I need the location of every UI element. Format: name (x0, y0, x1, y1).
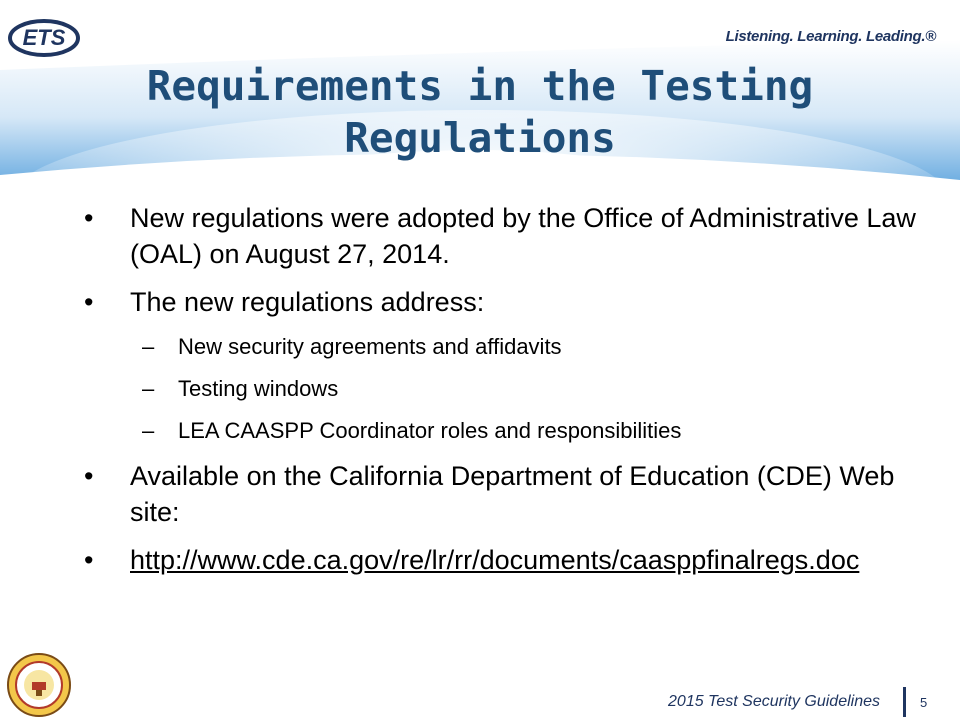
bullet-mark: • (84, 287, 94, 317)
tagline: Listening. Learning. Leading.® (725, 28, 936, 45)
footer-guidelines: 2015 Test Security Guidelines (668, 693, 880, 710)
cde-regulations-link[interactable]: http://www.cde.ca.gov/re/lr/rr/documents/caasppfinalregs.doc (130, 545, 860, 575)
slide-content (76, 200, 916, 590)
ets-logo-text: ETS (22, 25, 66, 50)
page-number: 5 (920, 695, 928, 710)
slide-title: Requirements in the Testing Regulations (146, 62, 814, 162)
bullet-text: Available on the California Department of Education (CDE) Web site: (130, 461, 895, 527)
bullet-item (76, 542, 916, 578)
bullet-mark: • (84, 545, 94, 575)
sub-bullet-item (142, 332, 916, 362)
footer-divider (903, 687, 906, 717)
sub-bullet-mark: – (142, 376, 155, 401)
ets-logo (6, 14, 86, 60)
bullet-item (76, 200, 916, 272)
sub-bullet-mark: – (142, 334, 155, 359)
bullet-mark: • (84, 203, 94, 233)
sub-bullet-item (142, 416, 916, 446)
bullet-mark: • (84, 461, 94, 491)
bullet-item (76, 458, 916, 530)
sub-bullet-item (142, 374, 916, 404)
sub-bullet-mark: – (142, 418, 155, 443)
state-seal-logo (6, 652, 72, 718)
sub-bullet-text: New security agreements and affidavits (178, 334, 562, 359)
bullet-text: New regulations were adopted by the Office of Administrative Law (OAL) on August 27, 2014. (130, 203, 916, 269)
sub-bullet-text: Testing windows (178, 376, 339, 401)
bullet-link-wrapper (130, 542, 916, 578)
sub-bullet-text: LEA CAASPP Coordinator roles and responsibilities (178, 418, 682, 443)
bullet-text: The new regulations address: (130, 287, 485, 317)
bullet-item (76, 284, 916, 320)
